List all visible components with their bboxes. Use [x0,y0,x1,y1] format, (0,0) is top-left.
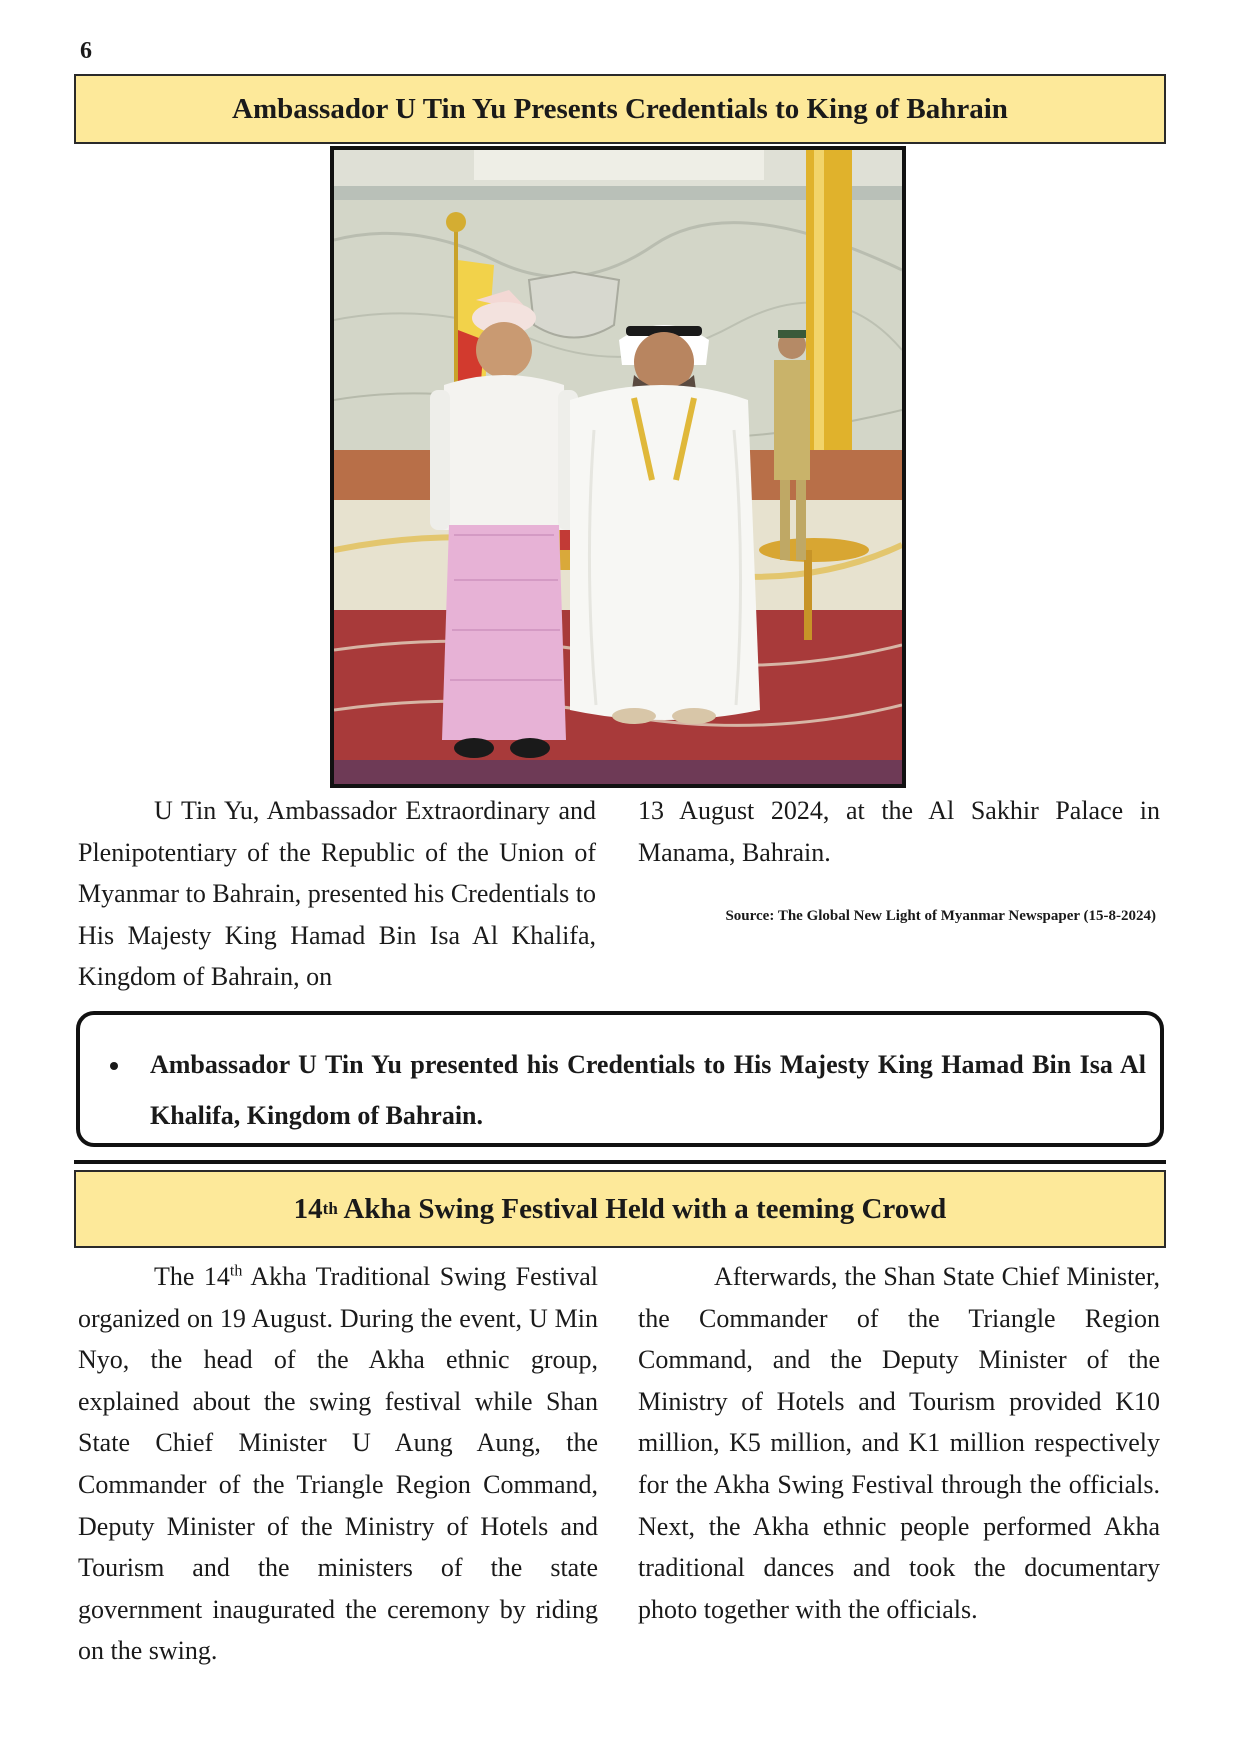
article2-body-left-sup: th [229,1262,243,1280]
article1-body-left: U Tin Yu, Ambassador Extraordinary and Plenipotentiary of the Republic of the Union of Myanmar to Bahrain, presented his Credentials to His Majesty King Hamad Bin Isa Al Khalifa, Kingdom of Bahrain, on [78,796,596,992]
section-divider [74,1160,1166,1164]
article1-headline-text: Ambassador U Tin Yu Presents Credentials to King of Bahrain [232,92,1008,125]
article2-body-left-lead: The 14 [154,1262,230,1291]
article1-body-right: 13 August 2024, at the Al Sakhir Palace in Manama, Bahrain. [638,796,1160,867]
article1-highlight-item: • Ambassador U Tin Yu presented his Credentials to His Majesty King Hamad Bin Isa Al Khalifa, Kingdom of Bahrain. [132,1039,1146,1141]
article1-column-left [78,790,596,998]
article2-headline-text: Akha Swing Festival Held with a teeming Crowd [337,1192,947,1225]
page-number: 6 [80,38,92,64]
article1-source: Source: The Global New Light of Myanmar Newspaper (15-8-2024) [725,908,1156,924]
article2-body-left [78,1256,598,1672]
article2-body-left-rest: Akha Traditional Swing Festival organized on 19 August. During the event, U Min Nyo, the head of the Akha ethnic group, explained about the swing festival while Shan State Chief Minister U Aung Aung, the Commander of the Triangle Region Command, Deputy Minister of the Ministry of Hotels and Tourism and the ministers of the state government inaugurated the ceremony by riding on the swing. [78,1262,598,1666]
article2-body-right: Afterwards, the Shan State Chief Minister, the Commander of the Triangle Region Command, and the Deputy Minister of the Ministry of Hotels and Tourism provided K10 million, K5 million, and K1 million respectively for the Akha Swing Festival through the officials. Next, the Akha ethnic people performed Akha traditional dances and took the documentary photo together with the officials. [638,1262,1160,1624]
article2-headline [74,1170,1166,1248]
article1-highlight-box [76,1011,1164,1147]
article2-column-left [78,1256,598,1672]
article2-headline-num: 14 [293,1192,323,1225]
credentials-photo-illustration [334,150,902,784]
article2-headline-sup: th [322,1199,338,1218]
article1-column-right [638,790,1160,873]
credentials-photo [330,146,906,788]
article2-column-right [638,1256,1160,1630]
article1-headline [74,74,1166,144]
